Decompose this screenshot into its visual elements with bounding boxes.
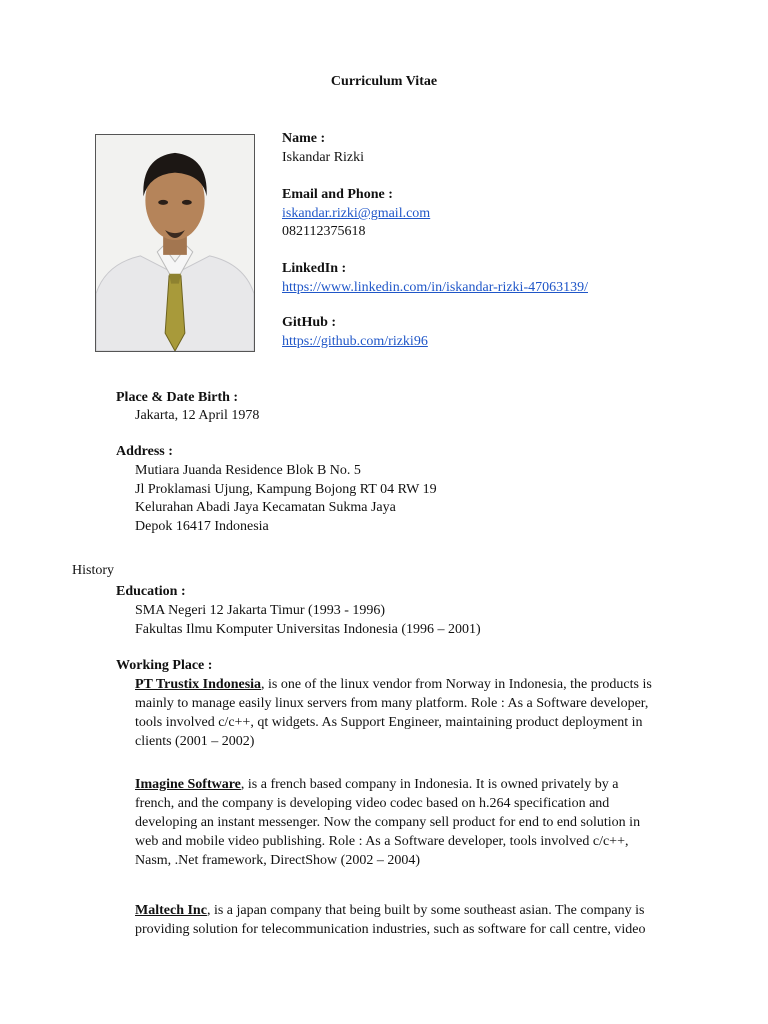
address-line: Depok 16417 Indonesia [135,519,269,534]
education-item: SMA Negeri 12 Jakarta Timur (1993 - 1996) [135,603,386,618]
job-entry-trustix [135,675,695,751]
birth-value: Jakarta, 12 April 1978 [135,408,260,423]
birth-label: Place & Date Birth : [116,390,239,405]
education-item: Fakultas Ilmu Komputer Universitas Indonesia (1996 – 2001) [135,622,481,637]
job-description-line: providing solution for telecommunication industries, such as software for call centre, video [135,922,646,937]
job-description-line: , is a french based company in Indonesia. It is owned privately by a [240,777,619,792]
job-entry-maltech [135,901,695,939]
company-name: Maltech Inc [135,903,207,918]
address-label: Address : [116,444,173,459]
profile-photo [95,134,255,352]
company-name: Imagine Software [135,777,241,792]
linkedin-link[interactable]: https://www.linkedin.com/in/iskandar-rizki-47063139/ [282,280,588,295]
email-link[interactable]: iskandar.rizki@gmail.com [282,206,431,221]
job-description-line: web and mobile video publishing. Role : As a Software developer, tools involved c/c++, [135,834,629,849]
portrait-image [96,135,254,351]
job-description-line: Nasm, .Net framework, DirectShow (2002 – 2004) [135,853,420,868]
address-line: Kelurahan Abadi Jaya Kecamatan Sukma Jaya [135,500,396,515]
phone-value: 082112375618 [282,224,366,239]
history-heading: History [72,563,114,578]
education-label: Education : [116,584,186,599]
document-title: Curriculum Vitae [330,74,438,89]
job-entry-imagine [135,775,695,870]
linkedin-label: LinkedIn : [282,261,347,276]
github-label: GitHub : [282,315,337,330]
address-line: Mutiara Juanda Residence Blok B No. 5 [135,463,361,478]
job-description-line: , is one of the linux vendor from Norway in Indonesia, the products is [261,677,652,692]
job-description-line: tools involved c/c++, qt widgets. As Support Engineer, maintaining product deployment in [135,715,643,730]
name-value: Iskandar Rizki [282,150,365,165]
job-description-line: french, and the company is developing video codec based on h.264 specification and [135,796,610,811]
job-description-line: , is a japan company that being built by some southeast asian. The company is [206,903,645,918]
job-description-line: developing an instant messenger. Now the company sell product for end to end solution in [135,815,641,830]
email-phone-label: Email and Phone : [282,187,393,202]
working-place-label: Working Place : [116,658,213,673]
job-description-line: clients (2001 – 2002) [135,734,255,749]
company-name: PT Trustix Indonesia [135,677,262,692]
address-line: Jl Proklamasi Ujung, Kampung Bojong RT 04 RW 19 [135,482,437,497]
job-description-line: mainly to manage easily linux servers from many platform. Role : As a Software developer, [135,696,649,711]
name-label: Name : [282,131,326,146]
github-link[interactable]: https://github.com/rizki96 [282,334,428,349]
